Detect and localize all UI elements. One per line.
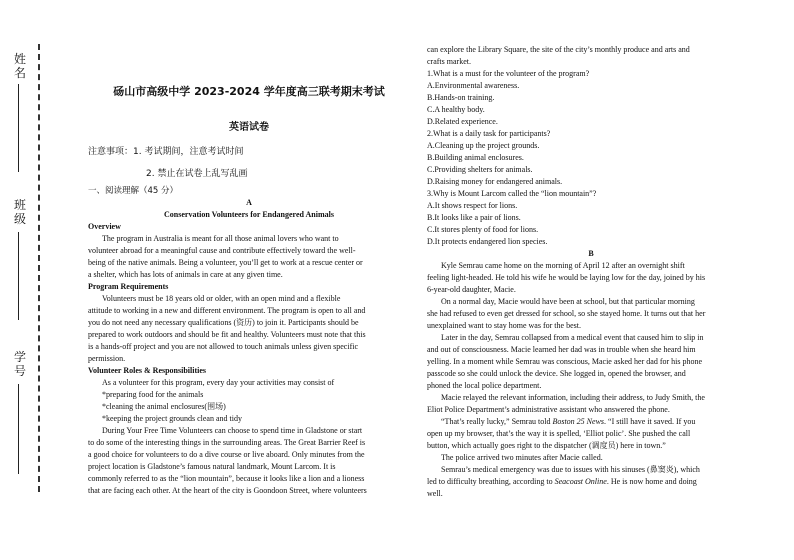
passage-a-letter: A [246,198,252,207]
news-source: Seacoast Online [554,477,607,486]
notice-line-1: 注意事项：1. 考试期间，注意考试时间 [88,147,244,157]
quote-text: . “I still have it saved. If you [604,417,696,426]
role-item: *cleaning the animal enclosures(围场) [102,402,226,411]
text-line: a good choice for volunteers to do a dive course or live aboard. Only minutes from the [88,450,365,459]
requirements-heading: Program Requirements [88,282,169,291]
overview-heading: Overview [88,222,121,231]
class-line[interactable] [18,232,19,320]
option: B.Building animal enclosures. [427,153,524,162]
role-item: *keeping the project grounds clean and tidy [102,414,242,423]
text-line: Eliot Police Department’s administrative assistant who answered the phone. [427,405,670,414]
question-3: 3.Why is Mount Larcom called the “lion mountain”? [427,189,597,198]
text-line: feeling light-headed. He told his wife he would be laying low for the day, joined by his [427,273,706,282]
text-line: prepared to work outdoors and should be fit and healthy. Volunteers must note that this [88,330,366,339]
notice-line-2: 2. 禁止在试卷上乱写乱画 [146,169,248,179]
text-line: well. [427,489,443,498]
text-line: she had refused to even get dressed for school, so she stayed home. It turns out that her [427,309,706,318]
text-line [427,416,755,428]
text-line: passcode so she could unlock the device. She logged in, opened the browser, and [427,369,686,378]
text-line: crafts market. [427,57,471,66]
text-line: The police arrived two minutes after Macie called. [441,453,603,462]
text-line: and out of consciousness. Macie learned her dad was in trouble when she heard him [427,345,696,354]
name-label: 姓名 [13,52,26,80]
text-line: Kyle Semrau came home on the morning of April 12 after an overnight shift [441,261,685,270]
id-label: 学号 [13,350,26,378]
text-line: commonly referred to as the “lion mountain”, because it looks like a lion and a lioness [88,474,365,483]
question-1: 1.What is a must for the volunteer of the program? [427,69,590,78]
text-line: is a hands-off project and you are not allowed to touch animals unless given specific [88,342,358,351]
option: C.It stores plenty of food for lions. [427,225,539,234]
option: A.Environmental awareness. [427,81,520,90]
text-line [427,476,755,488]
text-line: a shelter, which has lots of animals in care at any given time. [88,270,283,279]
text-line: The program in Australia is meant for all those animal lovers who want to [102,234,339,243]
text-line: being of the native animals. Being a volunteer, you’ll get to work at a rescue center or [88,258,363,267]
option: C.A healthy body. [427,105,485,114]
passage-a [88,197,410,497]
cut-line [38,44,40,492]
binding-margin [0,0,70,560]
text-line: you do not need any necessary qualifications (资历) to join it. Participants should be [88,318,359,327]
text-line: project location is Gladstone’s famous natural landmark, Mount Larcom. It is [88,462,336,471]
option: D.Raising money for endangered animals. [427,177,563,186]
text-line: As a volunteer for this program, every day your activities may consist of [102,378,335,387]
news-source: Boston 25 News [552,417,605,426]
question-2: 2.What is a daily task for participants? [427,129,551,138]
id-line[interactable] [18,384,19,474]
option: A.Cleaning up the project grounds. [427,141,540,150]
text-span: . He is now home and doing [606,477,697,486]
section-heading: 一、阅读理解（45 分） [88,186,179,196]
exam-title: 砀山市高级中学 2023-2024 学年度高三联考期末考试 [113,85,385,98]
text-line: open up my browser, that’s the way it is spelled, ‘Elliot polic’. She pushed the call [427,429,691,438]
quote-text: “That’s really lucky,” Semrau told [441,417,553,426]
passage-b-letter: B [588,249,594,258]
text-line: Later in the day, Semrau collapsed from a medical event that caused him to slip in [441,333,704,342]
role-item: *preparing food for the animals [102,390,204,399]
exam-subtitle: 英语试卷 [229,122,269,133]
text-line: button, which actually goes right to the dispatcher (调度员) here in town.” [427,441,666,450]
text-line: attitude to working in a new and different environment. The program is open to all and [88,306,366,315]
roles-heading: Volunteer Roles & Responsibilities [88,366,207,375]
text-line: Volunteers must be 18 years old or older, with an open mind and a flexible [102,294,341,303]
text-line: phoned the local police department. [427,381,542,390]
text-line: 6-year-old daughter, Macie. [427,285,516,294]
text-line: permission. [88,354,126,363]
option: A.It shows respect for lions. [427,201,518,210]
option: C.Providing shelters for animals. [427,165,533,174]
class-label: 班级 [13,198,26,226]
text-line: that are facing each other. At the heart of the city is Goondoon Street, where volunteers [88,486,367,495]
text-line: On a normal day, Macie would have been at school, but that particular morning [441,297,695,306]
option: B.Hands-on training. [427,93,495,102]
text-line: volunteer abroad for a meaningful cause and contribute effectively toward the well- [88,246,356,255]
text-line: Semrau’s medical emergency was due to issues with his sinuses (鼻窦炎), which [441,465,700,474]
text-line: unexplained want to stay home was for the best. [427,321,581,330]
right-column [427,44,755,500]
text-line: Macie relayed the relevant information, including their address, to Judy Smith, the [441,393,705,402]
text-line: to do some of the interesting things in the surrounding areas. The Great Barrier Reef is [88,438,366,447]
option: B.It looks like a pair of lions. [427,213,521,222]
text-line: yelling. In a moment while Semrau was conscious, Macie asked her dad for his phone [427,357,703,366]
option: D.It protects endangered lion species. [427,237,548,246]
text-line: can explore the Library Square, the site of the city’s monthly produce and arts and [427,45,690,54]
name-line[interactable] [18,84,19,172]
passage-a-title: Conservation Volunteers for Endangered Animals [164,210,334,219]
option: D.Related experience. [427,117,498,126]
text-span: led to difficulty breathing, according to [427,477,555,486]
text-line: During Your Free Time Volunteers can choose to spend time in Gladstone or start [102,426,363,435]
